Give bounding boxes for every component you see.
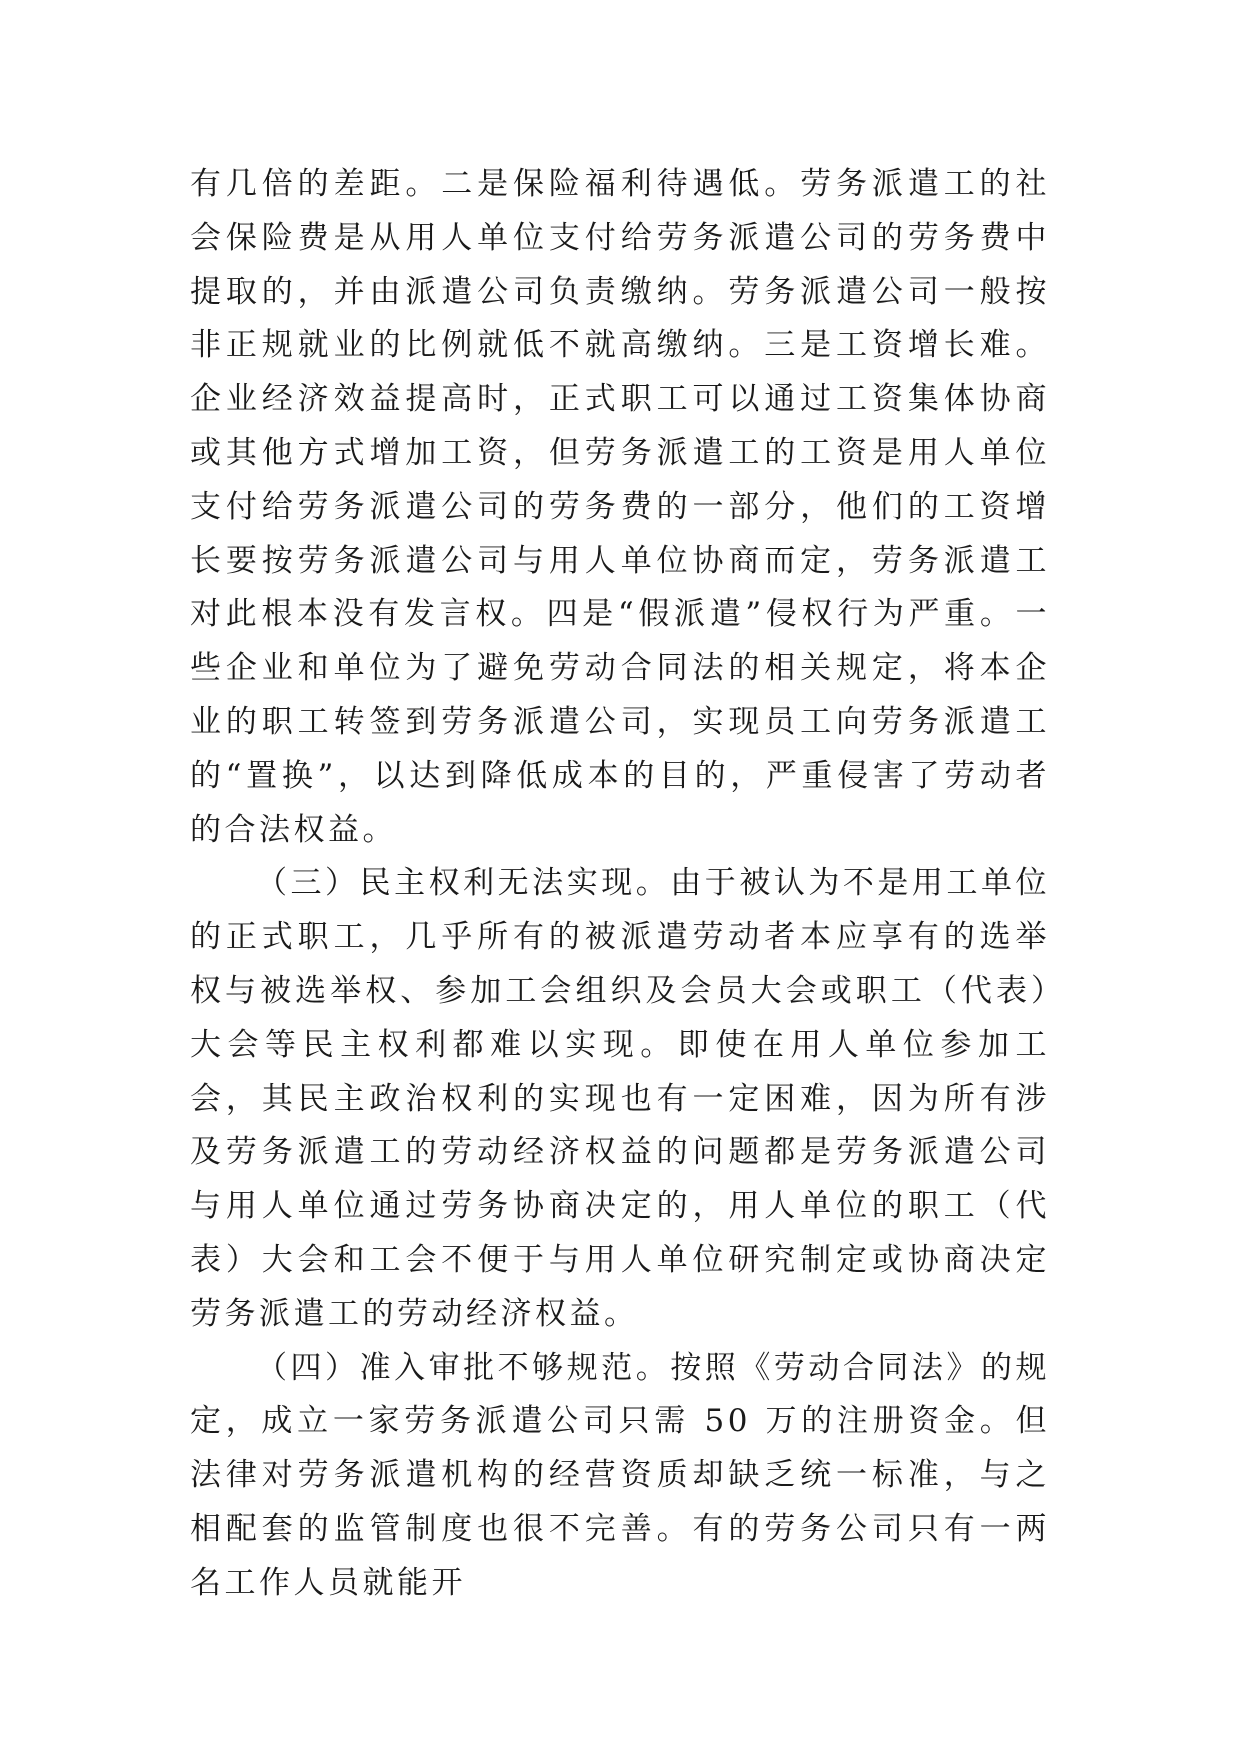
- paragraph-section-4: （四）准入审批不够规范。按照《劳动合同法》的规定，成立一家劳务派遣公司只需 50 万的注册资金。但法律对劳务派遣机构的经营资质却缺乏统一标准，与之相配套的监管制度也很不完善。有的劳务公司只有一两名工作人员就能开: [190, 1349, 1050, 1601]
- paragraph-continuation: 有几倍的差距。二是保险福利待遇低。劳务派遣工的社会保险费是从用人单位支付给劳务派遣公司的劳务费中提取的，并由派遣公司负责缴纳。劳务派遣公司一般按非正规就业的比例就低不就高缴纳。三是工资增长难。企业经济效益提高时，正式职工可以通过工资集体协商或其他方式增加工资，但劳务派遣工的工资是用人单位支付给劳务派遣公司的劳务费的一部分，他们的工资增长要按劳务派遣公司与用人单位协商而定，劳务派遣工对此根本没有发言权。四是“假派遣”侵权行为严重。一些企业和单位为了避免劳动合同法的相关规定，将本企业的职工转签到劳务派遣公司，实现员工向劳务派遣工的“置换”，以达到降低成本的目的，严重侵害了劳动者的合法权益。: [190, 166, 1050, 848]
- document-body: [190, 158, 1050, 1611]
- paragraph-section-3: （三）民主权利无法实现。由于被认为不是用工单位的正式职工，几乎所有的被派遣劳动者本应享有的选举权与被选举权、参加工会组织及会员大会或职工（代表）大会等民主权利都难以实现。即使在用人单位参加工会，其民主政治权利的实现也有一定困难，因为所有涉及劳务派遣工的劳动经济权益的问题都是劳务派遣公司与用人单位通过劳务协商决定的，用人单位的职工（代表）大会和工会不便于与用人单位研究制定或协商决定劳务派遣工的劳动经济权益。: [190, 865, 1050, 1332]
